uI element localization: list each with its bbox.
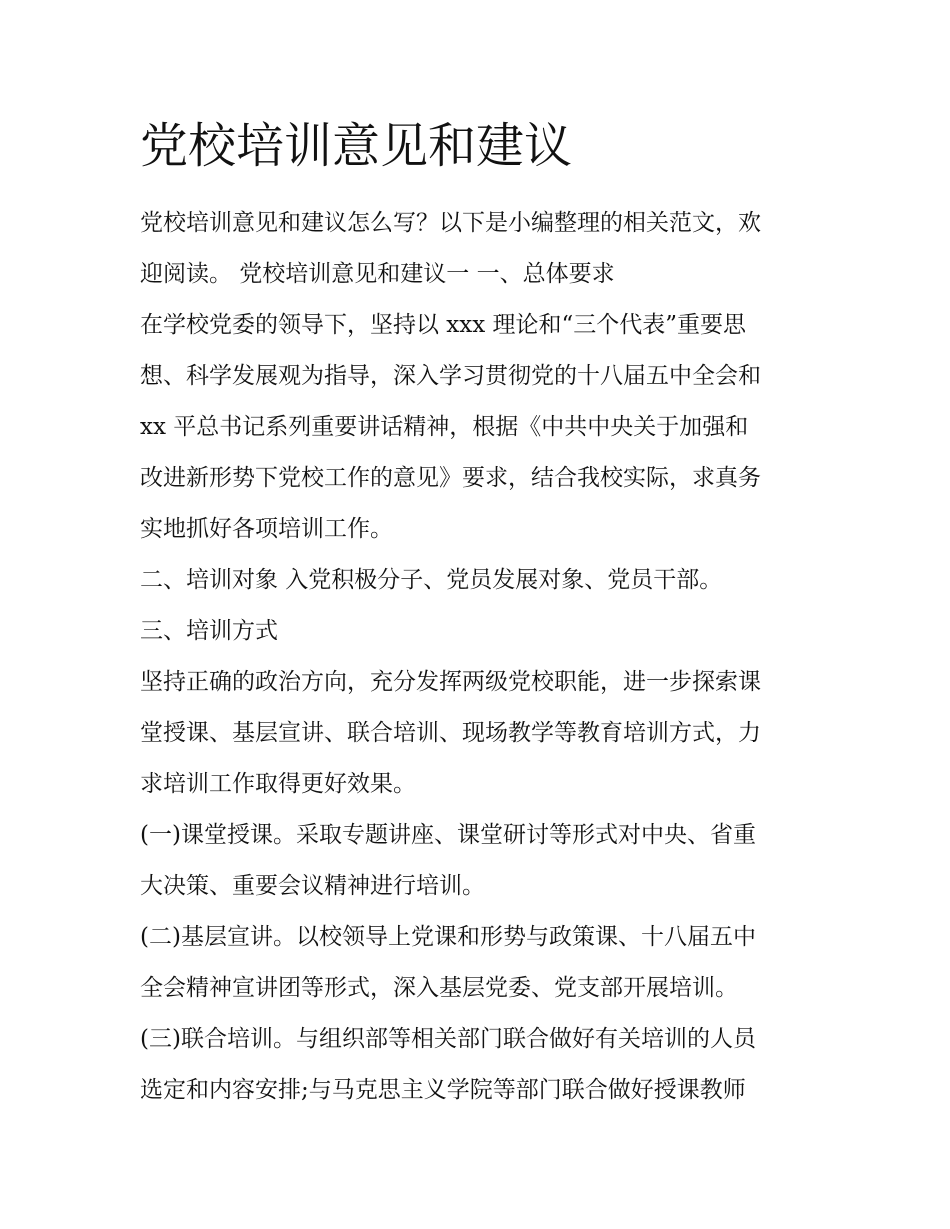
body-line: (三)联合培训。与组织部等相关部门联合做好有关培训的人员: [140, 1026, 756, 1052]
body-line: 改进新形势下党校工作的意见》要求，结合我校实际，求真务: [140, 465, 761, 491]
body-line: 全会精神宣讲团等形式，深入基层党委、党支部开展培训。: [140, 975, 738, 1001]
document-body: [140, 198, 830, 1116]
body-line: 堂授课、基层宣讲、联合培训、现场教学等教育培训方式，力: [140, 720, 761, 746]
body-line: 党校培训意见和建议怎么写？以下是小编整理的相关范文，欢: [140, 210, 761, 236]
body-line: (二)基层宣讲。以校领导上党课和形势与政策课、十八届五中: [140, 924, 756, 950]
body-line: 坚持正确的政治方向，充分发挥两级党校职能，进一步探索课: [140, 669, 761, 695]
body-line: 实地抓好各项培训工作。: [140, 516, 393, 542]
body-line: 选定和内容安排;与马克思主义学院等部门联合做好授课教师: [140, 1077, 746, 1103]
body-line: xx 平总书记系列重要讲话精神，根据《中共中央关于加强和: [140, 414, 749, 440]
body-line: 迎阅读。 党校培训意见和建议一 一、总体要求: [140, 261, 615, 287]
body-line: 三、培训方式: [140, 618, 278, 644]
document-title: 党校培训意见和建议: [140, 118, 573, 174]
body-line: 二、培训对象 入党积极分子、党员发展对象、党员干部。: [140, 567, 723, 593]
body-line: 求培训工作取得更好效果。: [140, 771, 416, 797]
body-line: 想、科学发展观为指导，深入学习贯彻党的十八届五中全会和: [140, 363, 761, 389]
body-line: 大决策、重要会议精神进行培训。: [140, 873, 485, 899]
body-line: (一)课堂授课。采取专题讲座、课堂研讨等形式对中央、省重: [140, 822, 756, 848]
body-line: 在学校党委的领导下，坚持以 xxx 理论和“三个代表”重要思: [140, 312, 747, 338]
